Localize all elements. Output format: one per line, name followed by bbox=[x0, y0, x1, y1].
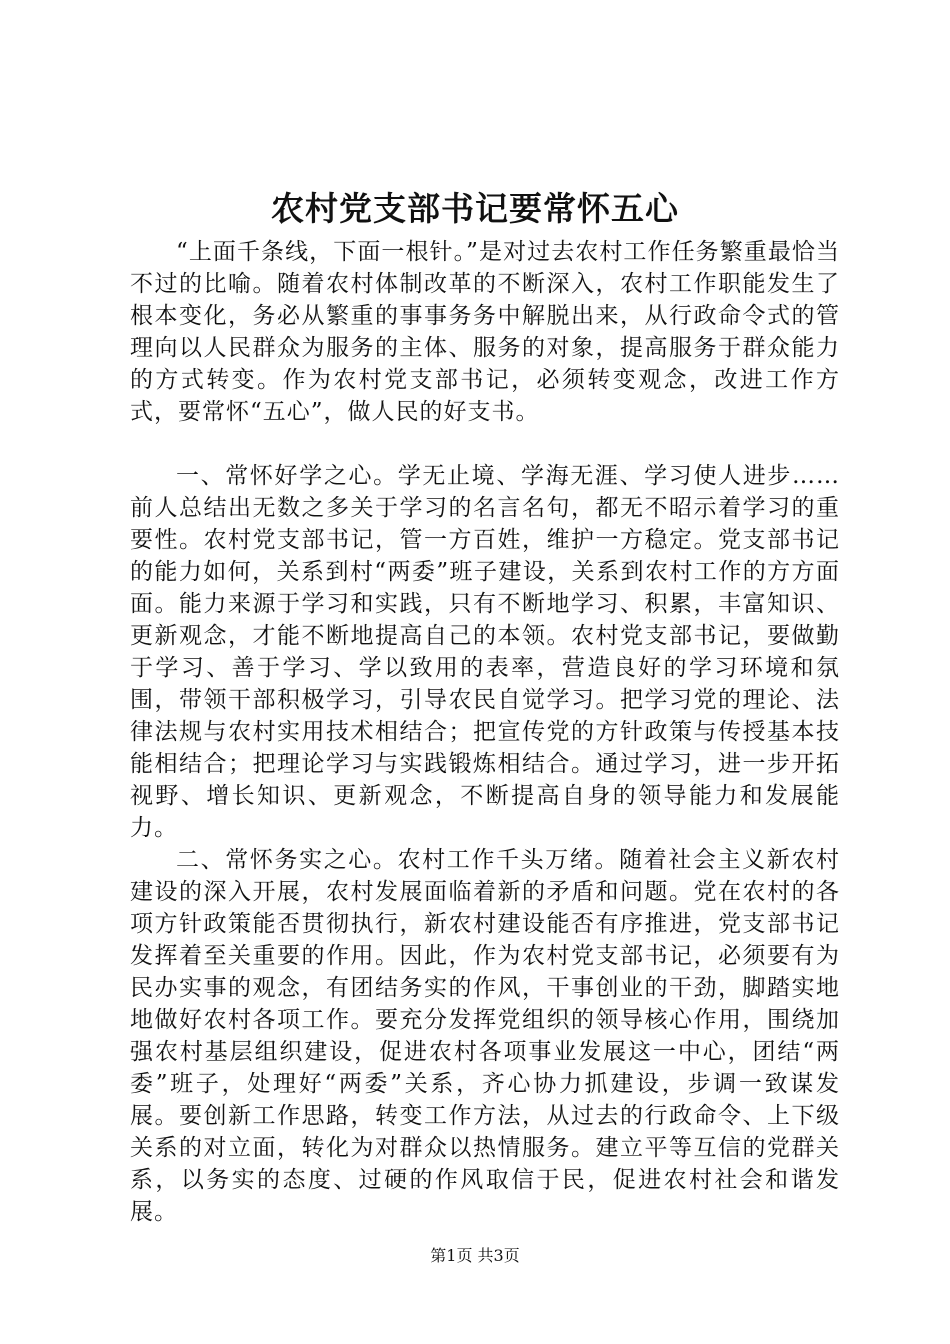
paragraph-intro: “上面千条线，下面一根针。”是对过去农村工作任务繁重最恰当不过的比喻。随着农村体制改革的不断深入，农村工作职能发生了根本变化，务必从繁重的事事务务中解脱出来，从行政命令式的管理向以人民群众为服务的主体、服务的对象，提高服务于群众能力的方式转变。作为农村党支部书记，必须转变观念，改进工作方式，要常怀“五心”，做人民的好支书。 bbox=[130, 239, 840, 425]
page-number-footer: 第1页 共3页 bbox=[430, 1246, 520, 1265]
paragraph-section-one: 一、常怀好学之心。学无止境、学海无涯、学习使人进步……前人总结出无数之多关于学习的名言名句，都无不昭示着学习的重要性。农村党支部书记，管一方百姓，维护一方稳定。党支部书记的能力如何，关系到村“两委”班子建设，关系到农村工作的方方面面。能力来源于学习和实践，只有不断地学习、积累，丰富知识、更新观念，才能不断地提高自己的本领。农村党支部书记，要做勤于学习、善于学习、学以致用的表率，营造良好的学习环境和氛围，带领干部积极学习，引导农民自觉学习。把学习党的理论、法律法规与农村实用技术相结合；把宣传党的方针政策与传授基本技能相结合；把理论学习与实践锻炼相结合。通过学习，进一步开拓视野、增长知识、更新观念，不断提高自身的领导能力和发展能力。 bbox=[130, 463, 840, 841]
document-title: 农村党支部书记要常怀五心 bbox=[271, 189, 679, 228]
document-body bbox=[130, 236, 840, 1228]
paragraph-section-two: 二、常怀务实之心。农村工作千头万绪。随着社会主义新农村建设的深入开展，农村发展面临着新的矛盾和问题。党在农村的各项方针政策能否贯彻执行，新农村建设能否有序推进，党支部书记发挥着至关重要的作用。因此，作为农村党支部书记，必须要有为民办实事的观念，有团结务实的作风，干事创业的干劲，脚踏实地地做好农村各项工作。要充分发挥党组织的领导核心作用，围绕加强农村基层组织建设，促进农村各项事业发展这一中心，团结“两委”班子，处理好“两委”关系，齐心协力抓建设，步调一致谋发展。要创新工作思路，转变工作方法，从过去的行政命令、上下级关系的对立面，转化为对群众以热情服务。建立平等互信的党群关系，以务实的态度、过硬的作风取信于民，促进农村社会和谐发展。 bbox=[130, 847, 840, 1225]
